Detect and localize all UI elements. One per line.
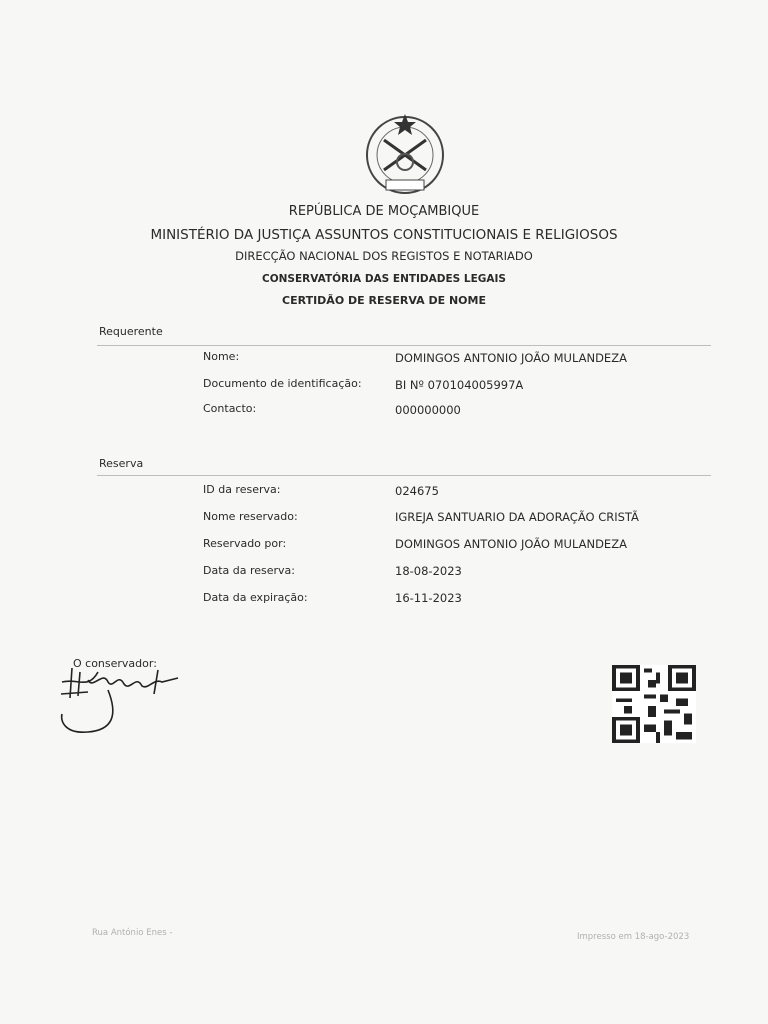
footer-address: Rua António Enes -	[92, 928, 173, 938]
header-country: REPÚBLICA DE MOÇAMBIQUE	[288, 204, 480, 219]
section-reserva: Reserva	[99, 457, 144, 470]
field-label: Nome:	[203, 350, 240, 363]
field-label: Contacto:	[203, 402, 257, 415]
field-value: DOMINGOS ANTONIO JOÃO MULANDEZA	[395, 537, 627, 551]
field-value: 024675	[395, 484, 439, 498]
header-registry: CONSERVATÓRIA DAS ENTIDADES LEGAIS	[262, 273, 506, 285]
field-value: DOMINGOS ANTONIO JOÃO MULANDEZA	[395, 351, 627, 365]
signature	[58, 660, 188, 735]
document-title: CERTIDÃO DE RESERVA DE NOME	[282, 294, 486, 307]
field-label: ID da reserva:	[203, 483, 281, 496]
qr-code	[612, 665, 696, 743]
field-value: BI Nº 070104005997A	[395, 378, 524, 392]
field-value: 16-11-2023	[395, 591, 462, 605]
header-directorate: DIRECÇÃO NACIONAL DOS REGISTOS E NOTARIADO	[235, 249, 533, 263]
field-value: 18-08-2023	[395, 564, 462, 578]
divider	[97, 345, 711, 346]
divider	[97, 475, 711, 476]
field-value: IGREJA SANTUARIO DA ADORAÇÃO CRISTÃ	[395, 510, 639, 524]
field-label: Reservado por:	[203, 537, 287, 550]
header-ministry: MINISTÉRIO DA JUSTIÇA ASSUNTOS CONSTITUCIONAIS E RELIGIOSOS	[150, 227, 618, 243]
signature-label: O conservador:	[73, 657, 157, 670]
section-requerente: Requerente	[99, 325, 163, 338]
field-label: Data da expiração:	[203, 591, 308, 604]
field-label: Documento de identificação:	[203, 377, 362, 390]
field-label: Data da reserva:	[203, 564, 296, 577]
field-label: Nome reservado:	[203, 510, 298, 523]
field-value: 000000000	[395, 403, 461, 417]
national-emblem	[362, 112, 448, 198]
footer-printed-date: Impresso em 18-ago-2023	[577, 932, 690, 942]
